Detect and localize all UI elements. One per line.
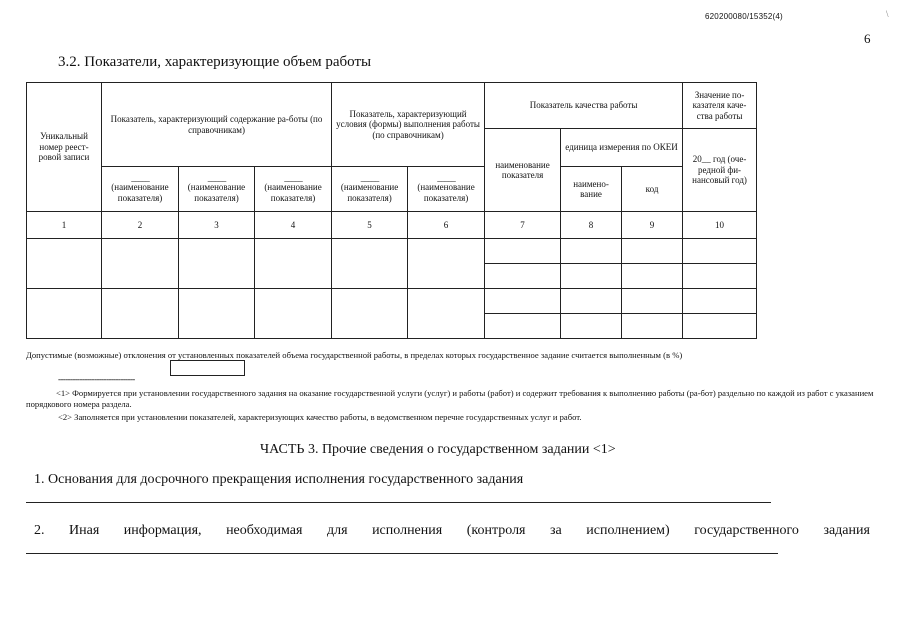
table-cell xyxy=(683,239,757,264)
work-volume-table xyxy=(26,82,757,339)
item-2-word: за xyxy=(550,523,562,538)
table-cell xyxy=(561,314,622,339)
table-cell xyxy=(102,289,179,339)
table-cell xyxy=(485,264,561,289)
header-quality-value: Значение по-казателя каче-ства работы xyxy=(683,83,757,129)
fill-line-2 xyxy=(26,553,778,554)
column-number: 6 xyxy=(408,212,485,239)
corner-mark: \ xyxy=(886,9,889,19)
column-number: 3 xyxy=(179,212,255,239)
table-cell xyxy=(255,289,332,339)
fill-line-1 xyxy=(26,502,771,503)
subheader-name-3: _____ (наименование показателя) xyxy=(179,167,255,212)
column-number: 7 xyxy=(485,212,561,239)
table-cell xyxy=(255,239,332,289)
table-row xyxy=(27,239,757,264)
header-quality-indicator: Показатель качества работы xyxy=(485,83,683,129)
table-cell xyxy=(561,264,622,289)
header-indicator-name: наименование показателя xyxy=(485,129,561,212)
table-cell xyxy=(622,289,683,314)
subheader-name-5: _____ (наименование показателя) xyxy=(332,167,408,212)
item-2-word: Иная xyxy=(69,523,100,538)
deviation-text: Допустимые (возможные) отклонения от установленных показателей объема государственной работы, в пределах которых государственное задание считается выполненным (в %) xyxy=(26,350,683,360)
table-cell xyxy=(485,314,561,339)
table-cell xyxy=(683,289,757,314)
table-cell xyxy=(622,239,683,264)
header-unique-number: Уникальный номер реест-ровой записи xyxy=(27,83,102,212)
footnote-2: <2> Заполняется при установлении показателей, характеризующих качество работы, в ведомственном перечне государственных услуг и работ. xyxy=(58,412,582,422)
subheader-okei-name: наимено-вание xyxy=(561,167,622,212)
table-cell xyxy=(179,239,255,289)
item-2-word: необходимая xyxy=(226,523,303,538)
item-2-word: задания xyxy=(823,523,870,538)
column-number: 2 xyxy=(102,212,179,239)
table-row xyxy=(27,289,757,314)
table-cell xyxy=(408,289,485,339)
page-number: 6 xyxy=(864,31,871,46)
document-code: 620200080/15352(4) xyxy=(705,12,783,21)
item-2-word: для xyxy=(326,523,348,538)
footnote-separator: -------------------------------- xyxy=(58,374,135,384)
deviation-input-box[interactable] xyxy=(170,360,245,376)
subheader-name-2: _____ (наименование показателя) xyxy=(102,167,179,212)
table-cell xyxy=(179,289,255,339)
column-number: 5 xyxy=(332,212,408,239)
table-cell xyxy=(622,264,683,289)
part-3-item-1: 1. Основания для досрочного прекращения исполнения государственного задания xyxy=(34,472,524,487)
header-okei-unit: единица измерения по ОКЕИ xyxy=(561,129,683,167)
header-conditions-indicator: Показатель, характеризующий условия (формы) выполнения работы (по справочникам) xyxy=(332,83,485,167)
table-cell xyxy=(683,264,757,289)
table-cell xyxy=(102,239,179,289)
subheader-okei-code: код xyxy=(622,167,683,212)
table-cell xyxy=(332,289,408,339)
subheader-name-4: _____ (наименование показателя) xyxy=(255,167,332,212)
item-2-word: исполнения xyxy=(372,523,443,538)
part-3-item-2 xyxy=(34,523,870,539)
table-cell xyxy=(408,239,485,289)
table-cell xyxy=(27,289,102,339)
header-content-indicator: Показатель, характеризующий содержание ра-боты (по справочникам) xyxy=(102,83,332,167)
subheader-name-6: _____ (наименование показателя) xyxy=(408,167,485,212)
column-number: 8 xyxy=(561,212,622,239)
table-cell xyxy=(27,239,102,289)
footnote-1: <1> Формируется при установлении государственного задания на оказание государственной услуги (услуг) и работы (работ) и содержит требования к выполнению работы (ра-бот) раздельно по каждой из работ с указанием порядкового номера раздела. xyxy=(26,388,874,410)
item-2-word: 2. xyxy=(34,523,45,538)
table-cell xyxy=(332,239,408,289)
table-cell xyxy=(561,289,622,314)
table-cell xyxy=(622,314,683,339)
item-2-word: исполнением) xyxy=(586,523,670,538)
column-number: 9 xyxy=(622,212,683,239)
table-cell xyxy=(561,239,622,264)
table-cell xyxy=(485,289,561,314)
table-cell xyxy=(683,314,757,339)
section-title: 3.2. Показатели, характеризующие объем работы xyxy=(58,54,372,70)
column-number: 10 xyxy=(683,212,757,239)
item-2-word: информация, xyxy=(123,523,202,538)
table-cell xyxy=(485,239,561,264)
part-3-title: ЧАСТЬ 3. Прочие сведения о государственном задании <1> xyxy=(260,442,616,457)
item-2-word: (контроля xyxy=(466,523,526,538)
column-number: 4 xyxy=(255,212,332,239)
header-year: 20__ год (оче-редной фи-нансовый год) xyxy=(683,129,757,212)
item-2-word: государственного xyxy=(694,523,799,538)
column-number: 1 xyxy=(27,212,102,239)
